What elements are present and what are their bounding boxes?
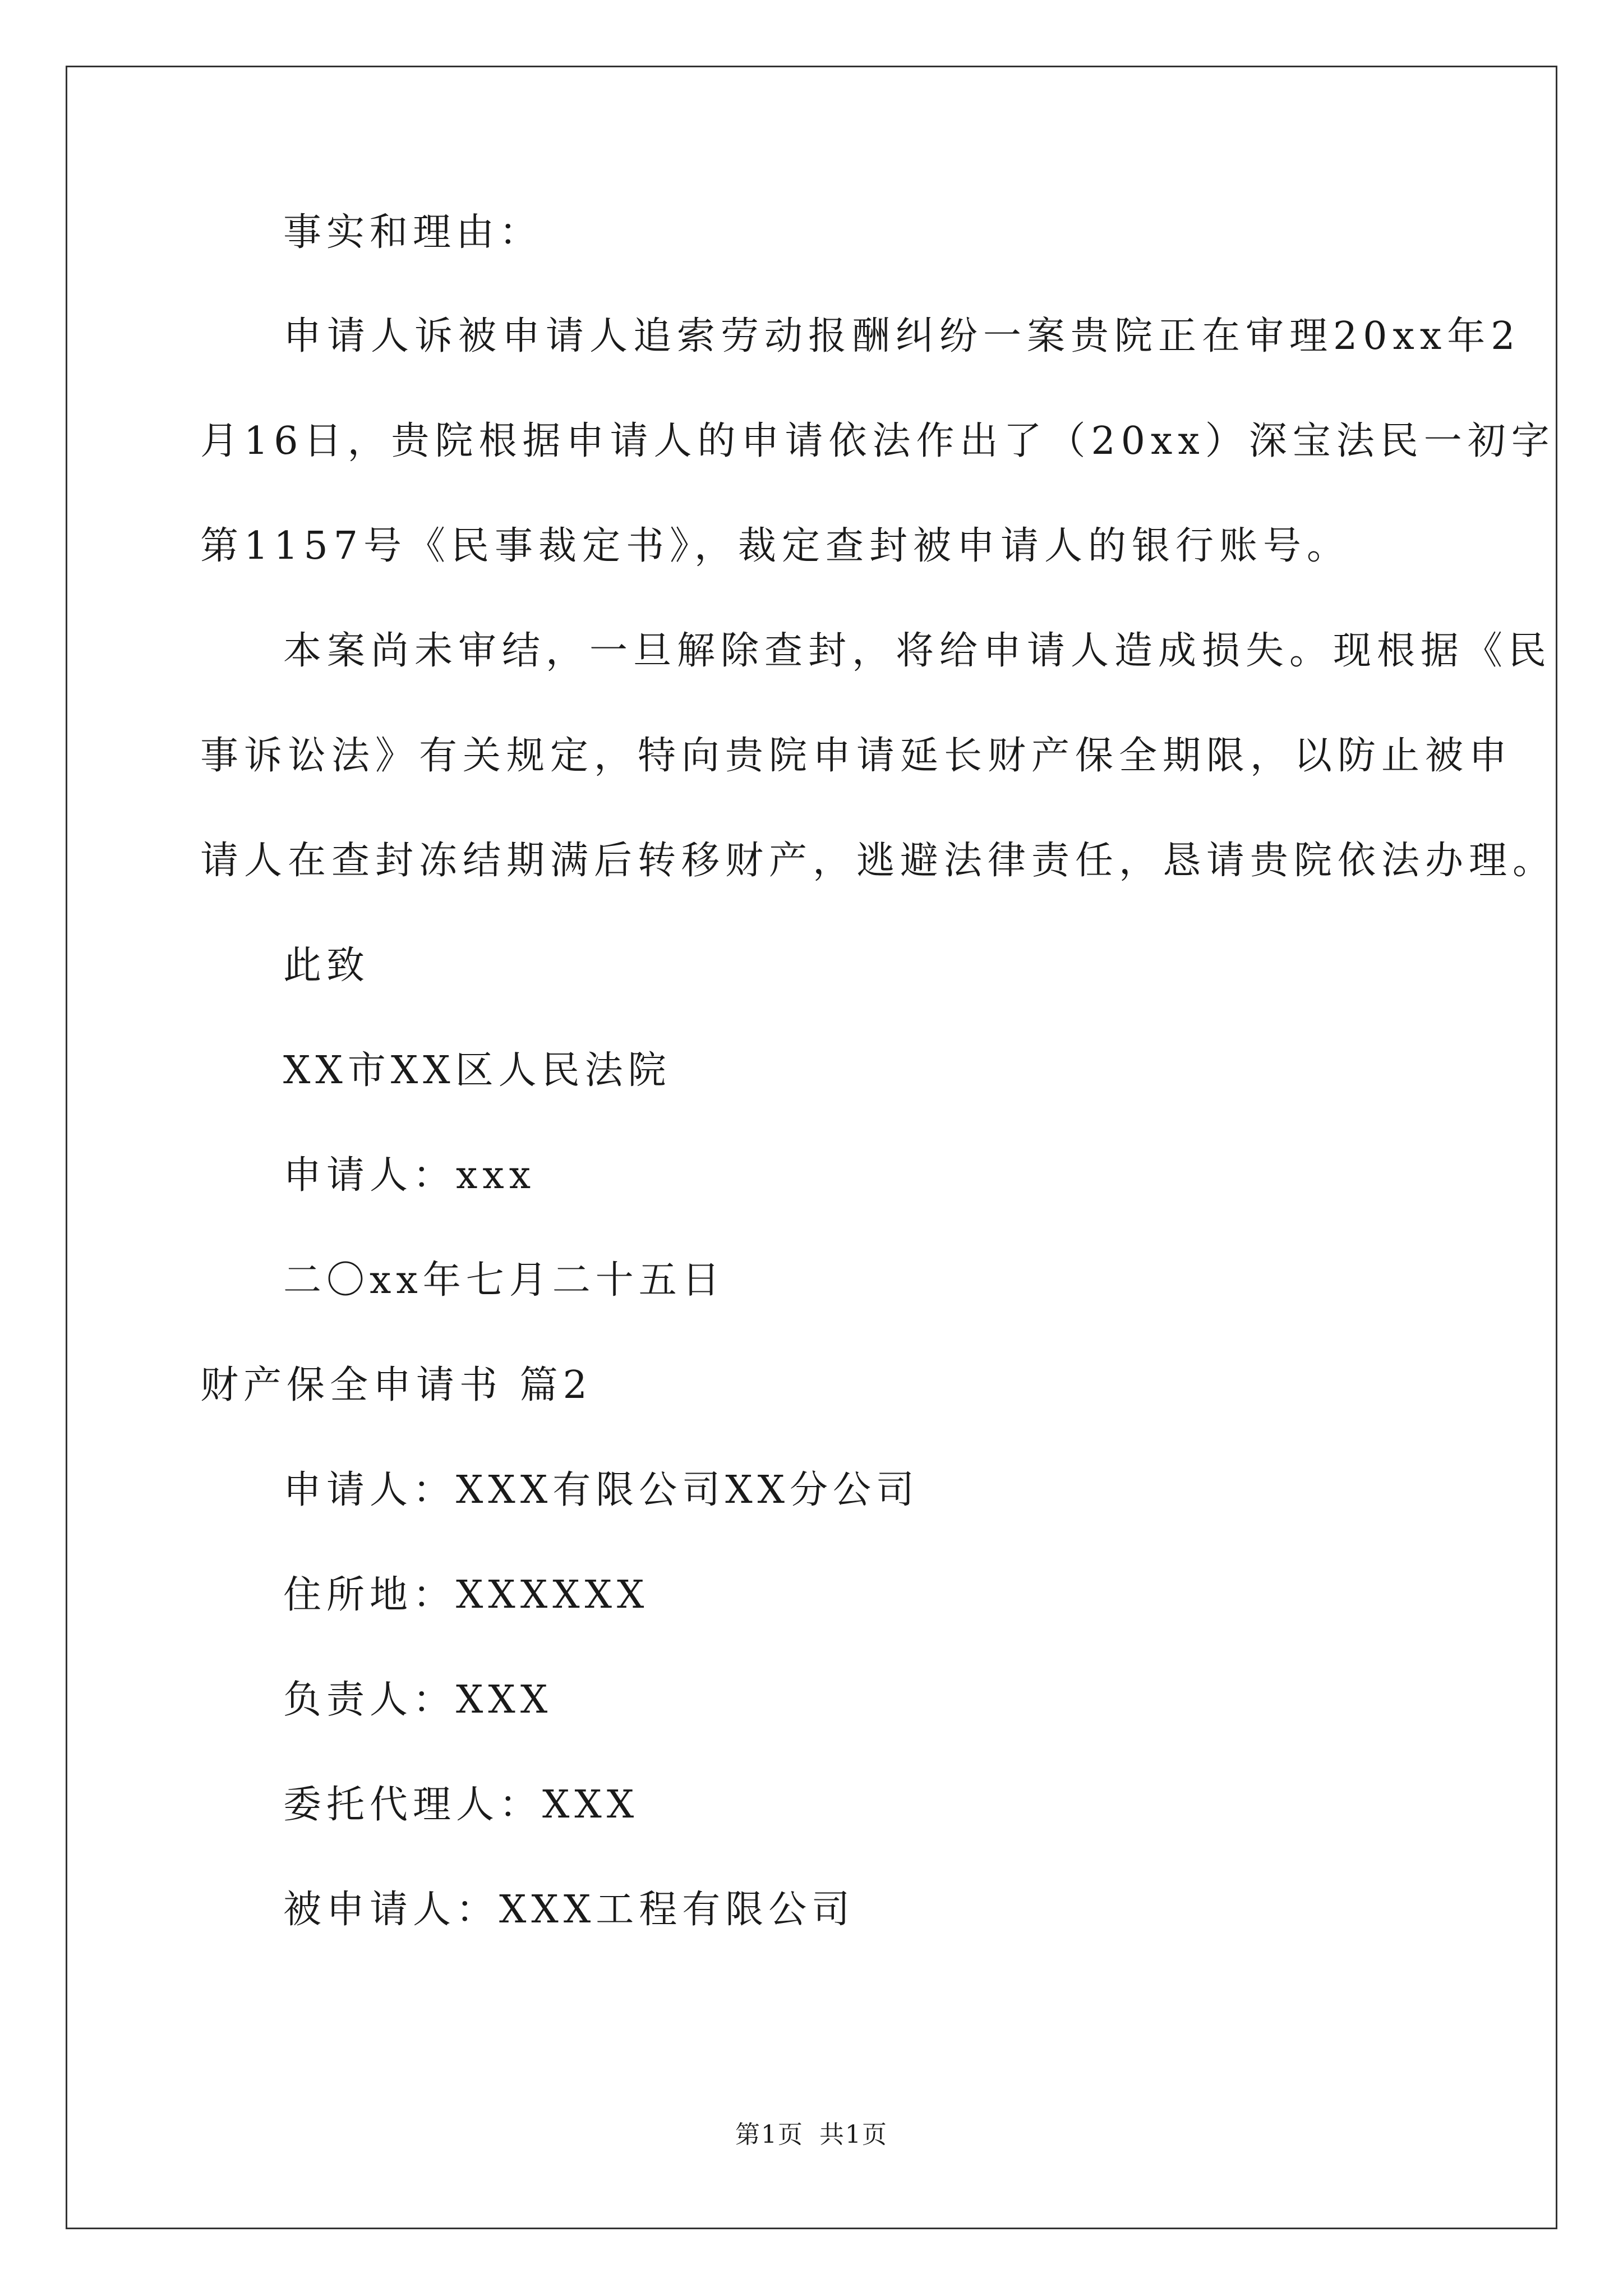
paragraph-line: 请人在查封冻结期满后转移财产，逃避法律责任，恳请贵院依法办理。 [200, 839, 1557, 883]
page-number: 第1页 [735, 2120, 804, 2149]
applicant-signature: 申请人：xxx [283, 1153, 536, 1198]
paragraph-line: 月16日，贵院根据申请人的申请依法作出了（20xx）深宝法民一初字 [200, 419, 1555, 463]
applicant-line: 申请人：XXX有限公司XX分公司 [283, 1468, 920, 1512]
address-line: 住所地：XXXXXX [283, 1573, 649, 1617]
respondent-line: 被申请人：XXX工程有限公司 [283, 1888, 855, 1932]
section-title: 财产保全申请书 篇2 [200, 1363, 592, 1407]
paragraph-line: 本案尚未审结，一旦解除查封，将给申请人造成损失。现根据《民 [283, 629, 1552, 673]
paragraph-line: 申请人诉被申请人追索劳动报酬纠纷一案贵院正在审理20xx年2 [283, 314, 1521, 358]
salutation: 此致 [283, 944, 370, 988]
agent-line: 委托代理人：XXX [283, 1783, 639, 1827]
paragraph-line: 事诉讼法》有关规定，特向贵院申请延长财产保全期限，以防止被申 [200, 734, 1513, 778]
person-in-charge-line: 负责人：XXX [283, 1678, 553, 1722]
page-total: 共1页 [819, 2120, 888, 2149]
paragraph-line: 第1157号《民事裁定书》，裁定查封被申请人的银行账号。 [200, 524, 1351, 568]
page-footer [0, 2118, 1623, 2152]
facts-heading: 事实和理由： [283, 210, 543, 255]
court-name: XX市XX区人民法院 [283, 1048, 671, 1093]
document-date: 二〇xx年七月二十五日 [283, 1258, 725, 1303]
